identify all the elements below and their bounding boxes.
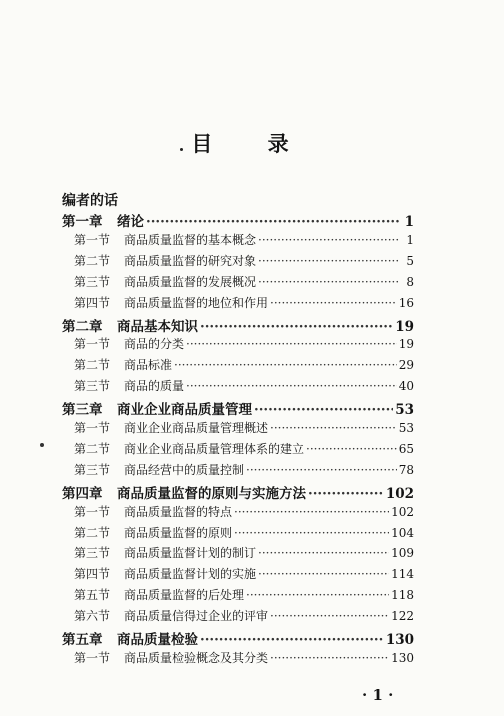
toc-section-entry[interactable] [74, 649, 414, 666]
entry-page-number: 19 [398, 337, 414, 352]
section-number: 第一节 [74, 504, 111, 519]
dot-leader [186, 337, 397, 351]
section-number: 第四节 [74, 295, 111, 310]
dot-leader [270, 609, 389, 623]
toc-section-entry[interactable] [74, 461, 414, 478]
section-number: 第一节 [74, 337, 111, 352]
section-title: 商品质量监督计划的实施 [124, 567, 257, 582]
entry-page-number: 53 [398, 421, 414, 435]
section-number: 第二节 [74, 525, 111, 540]
page-number: · 1 · [362, 686, 394, 704]
dot-leader [246, 463, 397, 477]
toc-section-entry[interactable] [74, 294, 414, 311]
entry-page-number: 114 [391, 567, 414, 582]
section-title: 商品质量监督的原则 [124, 525, 233, 540]
chapter-number: 第二章 [62, 318, 103, 335]
dot-leader [254, 402, 393, 418]
entry-page-number: 118 [391, 588, 414, 603]
toc-section-entry[interactable] [74, 419, 414, 436]
entry-page-number: 104 [391, 525, 414, 540]
entry-page-number: 8 [406, 274, 414, 289]
dot-leader [200, 632, 384, 648]
section-number: 第三节 [74, 379, 111, 394]
entry-page-number: 109 [391, 546, 414, 561]
section-number: 第五节 [74, 588, 111, 603]
section-number: 第二节 [74, 253, 111, 268]
toc-section-entry[interactable] [74, 503, 414, 520]
toc-section-entry[interactable] [74, 356, 414, 373]
entry-page-number: 65 [398, 441, 414, 456]
section-title: 商品质量信得过企业的评审 [124, 609, 269, 624]
entry-page-number: 19 [395, 318, 414, 335]
section-title: 商品经营中的质量控制 [124, 462, 245, 477]
print-dot [180, 148, 183, 151]
dot-leader [258, 567, 389, 581]
section-number: 第一节 [74, 232, 111, 247]
section-title: 商业企业商品质量管理概述 [124, 421, 269, 435]
section-title: 商品质量监督的基本概念 [124, 232, 257, 247]
section-number: 第三节 [74, 546, 111, 561]
toc-chapter-entry[interactable] [62, 210, 414, 230]
entry-page-number: 102 [385, 485, 414, 502]
dot-leader [258, 254, 400, 268]
section-number: 第二节 [74, 441, 111, 456]
entry-page-number: 102 [391, 504, 414, 519]
entry-page-number: 130 [391, 650, 414, 665]
dot-leader [258, 233, 400, 247]
page-title: 目 录 [191, 131, 313, 156]
dot-leader [186, 379, 397, 393]
dot-leader [234, 526, 389, 540]
section-title: 商品质量监督的研究对象 [124, 253, 257, 268]
dot-leader [308, 486, 384, 502]
section-title: 商品质量监督的地位和作用 [124, 295, 269, 310]
toc-section-entry[interactable] [74, 565, 414, 582]
print-speck [40, 443, 44, 447]
section-title: 商品质量监督计划的制订 [124, 546, 257, 561]
toc-chapter-entry[interactable] [62, 628, 414, 648]
entry-page-number: 1 [404, 214, 414, 230]
entry-page-number: 5 [406, 253, 414, 268]
dot-leader [306, 442, 397, 456]
section-number: 第三节 [74, 462, 111, 477]
section-number: 第一节 [74, 421, 111, 435]
section-number: 第三节 [74, 274, 111, 289]
section-title: 商品质量监督的发展概况 [124, 274, 257, 289]
dot-leader [258, 546, 389, 560]
dot-leader [270, 421, 397, 435]
dot-leader [270, 651, 389, 665]
dot-leader [146, 214, 400, 230]
section-title: 商品的分类 [124, 337, 185, 352]
section-title: 商业企业商品质量管理体系的建立 [124, 441, 305, 456]
chapter-number: 第四章 [62, 485, 103, 502]
chapter-title: 绪论 [117, 214, 144, 230]
dot-leader [200, 319, 393, 335]
dot-leader [258, 275, 400, 289]
entry-page-number: 122 [391, 609, 414, 624]
toc-section-entry[interactable] [74, 335, 414, 352]
toc-section-entry[interactable] [74, 440, 414, 457]
dot-leader [270, 296, 397, 310]
toc-section-entry[interactable] [74, 377, 414, 394]
entry-page-number: 1 [406, 232, 414, 247]
toc-chapter-entry[interactable] [62, 315, 414, 335]
preface-entry[interactable]: 编者的话 [62, 193, 118, 209]
section-number: 第二节 [74, 358, 111, 373]
entry-page-number: 78 [398, 462, 414, 477]
section-title: 商品质量监督的特点 [124, 504, 233, 519]
toc-section-entry[interactable] [74, 586, 414, 603]
section-title: 商品标准 [124, 358, 173, 373]
section-title: 商品质量检验概念及其分类 [124, 650, 269, 665]
toc-section-entry[interactable] [74, 273, 414, 290]
entry-page-number: 29 [398, 358, 414, 373]
dot-leader [234, 505, 389, 519]
toc-section-entry[interactable] [74, 231, 414, 248]
section-number: 第六节 [74, 609, 111, 624]
toc-section-entry[interactable] [74, 252, 414, 269]
section-title: 商品的质量 [124, 379, 185, 394]
toc-section-entry[interactable] [74, 544, 414, 561]
chapter-number: 第一章 [62, 214, 103, 230]
dot-leader [246, 588, 389, 602]
chapter-number: 第三章 [62, 402, 103, 419]
chapter-title: 商品基本知识 [117, 318, 198, 335]
toc-section-entry[interactable] [74, 524, 414, 541]
toc-chapter-entry[interactable] [62, 482, 414, 502]
entry-page-number: 53 [395, 402, 414, 419]
toc-section-entry[interactable] [74, 607, 414, 624]
dot-leader [174, 358, 397, 372]
chapter-title: 商品质量检验 [117, 632, 198, 648]
entry-page-number: 130 [385, 632, 414, 648]
section-title: 商品质量监督的后处理 [124, 588, 245, 603]
toc-chapter-entry[interactable] [62, 398, 414, 418]
chapter-number: 第五章 [62, 632, 103, 648]
chapter-title: 商品质量监督的原则与实施方法 [117, 485, 306, 502]
chapter-title: 商业企业商品质量管理 [117, 402, 252, 419]
entry-page-number: 40 [398, 379, 414, 394]
section-number: 第一节 [74, 650, 111, 665]
section-number: 第四节 [74, 567, 111, 582]
entry-page-number: 16 [398, 295, 414, 310]
